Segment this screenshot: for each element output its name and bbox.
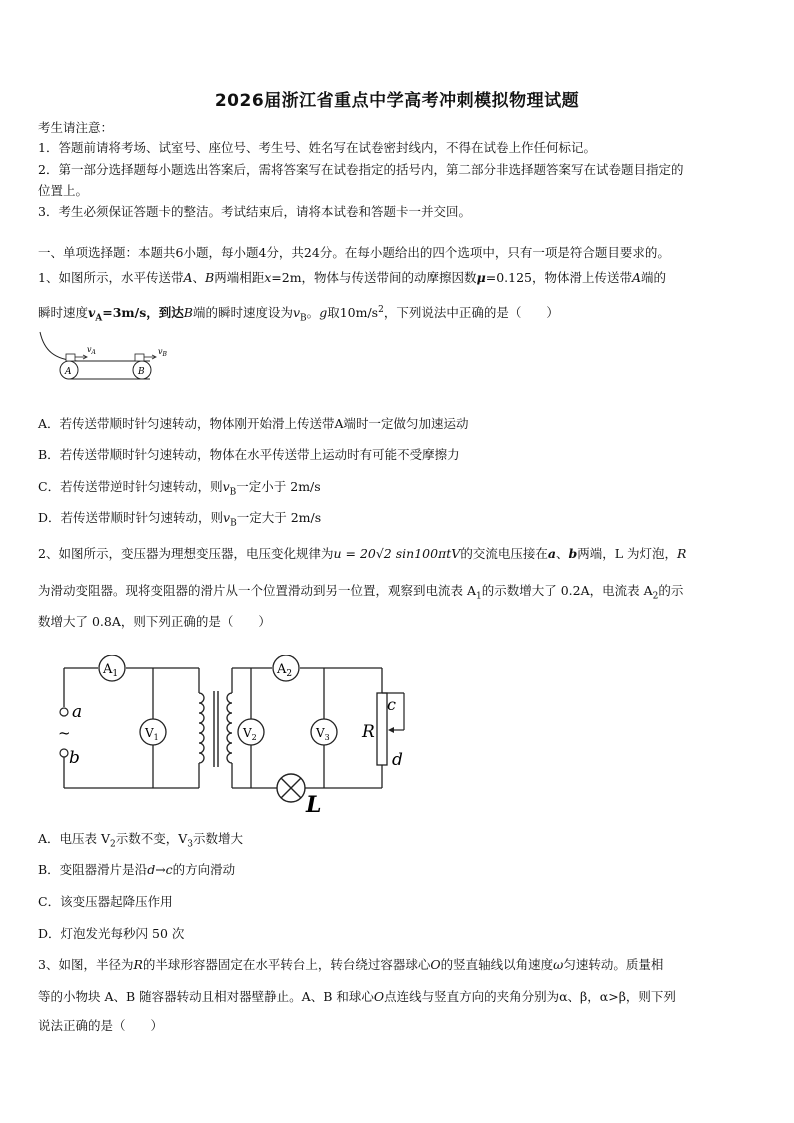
q3-stem-line1: 3、如图，半径为R的半球形容器固定在水平转台上，转台绕过容器球心O的竖直轴线以角速度ω匀速转动。质量相: [38, 957, 664, 972]
label-a2: $A_2$: [277, 662, 293, 679]
q3-stem-line2: 等的小物块 A、B 随容器转动且相对器壁静止。A、B 和球心O点连线与竖直方向的夹角分别为α、β，α>β，则下列: [38, 989, 676, 1004]
page-title: 2026届浙江省重点中学高考冲刺模拟物理试题: [214, 91, 580, 111]
q2-option-a: A．电压表 $V_2$示数不变，$V_3$示数增大: [38, 831, 244, 850]
q2-option-c: C．该变压器起降压作用: [38, 894, 173, 909]
label-a: A: [65, 367, 72, 377]
slider-arrow-icon: [388, 727, 394, 733]
label-vb: $v_B$: [158, 347, 167, 358]
label-terminal-b: b: [69, 748, 80, 768]
q1-stem-line1: 1、如图所示，水平传送带A、B两端相距x=2m，物体与传送带间的动摩擦因数μ=0.125，物体滑上传送带A端的: [38, 270, 667, 285]
label-lamp: L: [306, 792, 322, 815]
q1-option-d: D．若传送带顺时针匀速转动，则$v_B$一定大于 2m/s: [38, 510, 322, 529]
notice-item-3: 3．考生必须保证答题卡的整洁。考试结束后，请将本试卷和答题卡一并交回。: [38, 204, 471, 219]
label-d: d: [392, 750, 403, 770]
section-heading: 一、单项选择题：本题共6小题，每小题4分，共24分。在每小题给出的四个选项中，只有一项是符合题目要求的。: [38, 245, 670, 260]
notice-item-2: 2．第一部分选择题每小题选出答案后，需将答案写在试卷指定的括号内，第二部分非选择题答案写在试卷题目指定的: [38, 162, 684, 177]
block-at-b-icon: [135, 354, 144, 361]
block-at-a-icon: [66, 354, 75, 361]
conveyor-belt-figure: [38, 330, 178, 385]
transformer-circuit-figure: [54, 655, 424, 815]
label-a1: $A_1$: [103, 662, 119, 679]
label-v3: $V_3$: [316, 726, 330, 742]
label-va: $v_A$: [87, 345, 96, 356]
voltage-formula: u = 20√2 sin100πtV: [333, 546, 461, 561]
notice-item-2-cont: 位置上。: [38, 183, 89, 198]
q2-stem-line1: 2、如图所示，变压器为理想变压器，电压变化规律为u = 20√2 sin100πtV的交流电压接在a、b两端，L 为灯泡，R: [38, 546, 687, 561]
q3-stem-line3: 说法正确的是（ ）: [38, 1018, 164, 1033]
ac-source-icon: ~: [58, 724, 71, 742]
label-c: c: [387, 695, 396, 714]
rheostat-icon: [377, 693, 387, 765]
label-terminal-a: a: [72, 702, 83, 722]
label-b: B: [138, 367, 145, 377]
label-r: R: [362, 722, 375, 742]
q1-option-b: B．若传送带顺时针匀速转动，物体在水平传送带上运动时有可能不受摩擦力: [38, 447, 460, 462]
terminal-a-icon: [60, 708, 68, 716]
notice-heading: 考生请注意：: [38, 120, 114, 135]
q1-option-c: C．若传送带逆时针匀速转动，则$v_B$一定小于 2m/s: [38, 479, 321, 498]
notice-item-1: 1．答题前请将考场、试室号、座位号、考生号、姓名写在试卷密封线内，不得在试卷上作任何标记。: [38, 140, 596, 155]
q1-option-a: A．若传送带顺时针匀速转动，物体刚开始滑上传送带A端时一定做匀加速运动: [38, 416, 469, 431]
terminal-b-icon: [60, 749, 68, 757]
label-v2: $V_2$: [243, 726, 257, 742]
secondary-coil-icon: [227, 693, 232, 763]
q2-stem-line3: 数增大了 0.8A，则下列正确的是（ ）: [38, 614, 271, 629]
q1-stem-line2: 瞬时速度$v_A=3m/s$，到达B端的瞬时速度设为$v_B$。g取$10m/s^2$，下列说法中正确的是（ ）: [38, 305, 559, 324]
q2-stem-line2: 为滑动变阻器。现将变阻器的滑片从一个位置滑动到另一位置，观察到电流表 $A_1$的示数增大了 0.2A，电流表 $A_2$的示: [38, 583, 684, 602]
label-v1: $V_1$: [145, 726, 159, 742]
q2-option-b: B．变阻器滑片是沿d→c的方向滑动: [38, 862, 236, 877]
primary-coil-icon: [199, 693, 204, 763]
q2-option-d: D．灯泡发光每秒闪 50 次: [38, 926, 185, 941]
